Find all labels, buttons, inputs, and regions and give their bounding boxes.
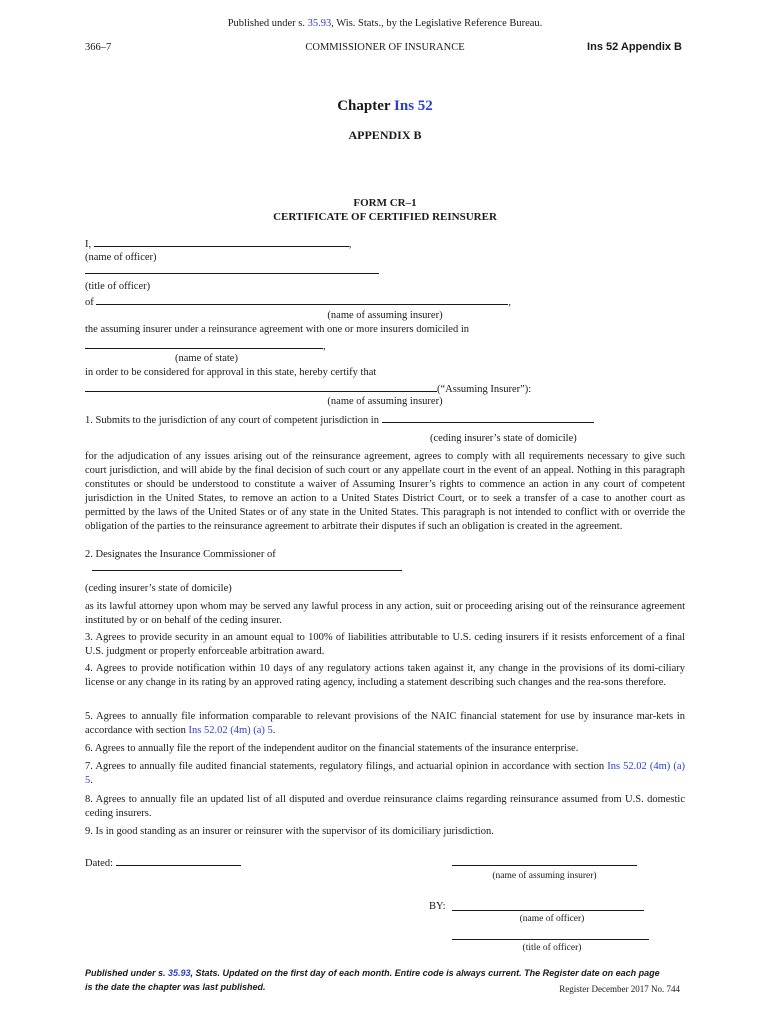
chapter-title: Chapter Ins 52 — [337, 98, 433, 114]
commissioner-state-field[interactable] — [92, 562, 402, 571]
assuming-insurer-field-2[interactable] — [85, 381, 437, 392]
officer-name-row: I, , — [85, 236, 351, 252]
court-state-field[interactable] — [382, 412, 594, 423]
page-number: 366–7 — [85, 42, 112, 53]
chapter-link[interactable]: Ins 52 — [394, 98, 433, 114]
insurer-name-caption-2: (name of assuming insurer) — [327, 396, 443, 407]
state-row: , — [85, 338, 326, 354]
running-title: COMMISSIONER OF INSURANCE — [305, 42, 465, 53]
register-date: Register December 2017 No. 744 — [559, 984, 680, 994]
ceding-domicile-caption-2: (ceding insurer’s state of domicile) — [85, 583, 232, 594]
item-2-body: as its lawful attorney upon whom may be served any lawful process in any action, suit or proceeding arising out of the reinsurance agreement instituted by or on behalf of the ceding insurer. — [85, 601, 685, 626]
section-link-item-5[interactable]: Ins 52.02 (4m) (a) 5 — [188, 725, 273, 736]
by-label: BY: — [429, 901, 446, 912]
item-9: 9. Is in good standing as an insurer or reinsurer with the supervisor of its domiciliary jurisdiction. — [85, 826, 494, 837]
sig-officer-caption: (name of officer) — [519, 914, 585, 924]
state-field[interactable] — [85, 338, 323, 349]
item-7: 7. Agrees to annually file audited financial statements, regulatory filings, and actuarial opinion in accordance with section Ins 52.02 (4m) (a) 5. — [85, 761, 685, 786]
footer-notice-line-1: Published under s. 35.93, Stats. Updated on the first day of each month. Entire code is always current. The Register date on each page — [85, 968, 660, 978]
item-1-heading: 1. Submits to the jurisdiction of any court of competent jurisdiction in — [85, 412, 594, 428]
footer-notice-line-2: is the date the chapter was last published. — [85, 982, 266, 992]
section-link-item-7[interactable]: Ins 52.02 (4m) (a) 5 — [85, 761, 685, 786]
form-title: CERTIFICATE OF CERTIFIED REINSURER — [273, 211, 497, 223]
dated-row: Dated: — [85, 855, 241, 871]
item-2-heading: 2. Designates the Insurance Commissioner of — [85, 549, 276, 560]
sig-insurer-field[interactable] — [452, 855, 637, 866]
sig-officer-field[interactable] — [452, 900, 644, 911]
assuming-insurer-line: the assuming insurer under a reinsurance agreement with one or more insurers domiciled in — [85, 324, 470, 335]
state-caption: (name of state) — [175, 353, 238, 364]
item-6: 6. Agrees to annually file the report of the independent auditor on the financial statements of the insurance enterprise. — [85, 743, 579, 754]
footer-statute-link[interactable]: 35.93 — [168, 968, 191, 978]
statute-link[interactable]: 35.93 — [307, 18, 332, 29]
officer-title-field[interactable] — [85, 265, 379, 274]
assuming-insurer-field[interactable] — [96, 294, 508, 305]
sig-title-field[interactable] — [452, 929, 649, 940]
item-3: 3. Agrees to provide security in an amount equal to 100% of liabilities attributable to U.S. ceding insurers if it resists enforcement of a final U.S. judgment or properly enforceable arbitration award. — [85, 632, 685, 657]
item-1-body: for the adjudication of any issues arising out of the reinsurance agreement, agrees to comply with all requirements necessary to give such court jurisdiction, and will abide by the final decision of such court or any appellate court in the event of an appeal. Nothing in this paragraph constitutes or should be understood to constitute a waiver of Assuming Insurer’s rights to commence an action in any court of competent jurisdiction in the United States, to remove an action to a United States District Court, or to seek a transfer of a case to another court as permitted by the laws of the United States or of any state in the United States. This paragraph is not intended to conflict with or override the obligation of the parties to the reinsurance agreement to arbitrate their disputes if such an obligation is created in the agreement. — [85, 451, 685, 532]
publication-notice: Published under s. 35.93, Wis. Stats., by the Legislative Reference Bureau. — [227, 18, 543, 29]
item-5: 5. Agrees to annually file information comparable to relevant provisions of the NAIC financial statement for use by insurance mar-kets in accordance with section Ins 52.02 (4m) (a) 5. — [85, 711, 685, 736]
assuming-insurer-quote-row: (“Assuming Insurer”): — [85, 381, 531, 397]
section-tag: Ins 52 Appendix B — [587, 41, 682, 53]
sig-title-caption: (title of officer) — [522, 943, 582, 953]
appendix-title: APPENDIX B — [348, 128, 422, 142]
officer-name-field[interactable] — [94, 236, 349, 247]
officer-title-caption: (title of officer) — [85, 281, 151, 292]
item-8: 8. Agrees to annually file an updated list of all disputed and overdue reinsurance claims regarding reinsurance assumed from U.S. domestic ceding insurers. — [85, 794, 685, 819]
insurer-name-row: of , — [85, 294, 511, 310]
certify-line: in order to be considered for approval in this state, hereby certify that — [85, 367, 377, 378]
officer-name-caption: (name of officer) — [85, 252, 157, 263]
ceding-domicile-caption-1: (ceding insurer’s state of domicile) — [430, 433, 577, 444]
item-4: 4. Agrees to provide notification within 10 days of any regulatory actions taken against it, any change in the provisions of its domi-ciliary license or any change in its rating by an approved rating agency, including a statement describing such changes and the rea-sons therefore. — [85, 663, 685, 688]
insurer-name-caption: (name of assuming insurer) — [327, 310, 443, 321]
sig-insurer-caption: (name of assuming insurer) — [492, 871, 597, 881]
dated-field[interactable] — [116, 855, 241, 866]
form-number: FORM CR–1 — [353, 197, 417, 209]
